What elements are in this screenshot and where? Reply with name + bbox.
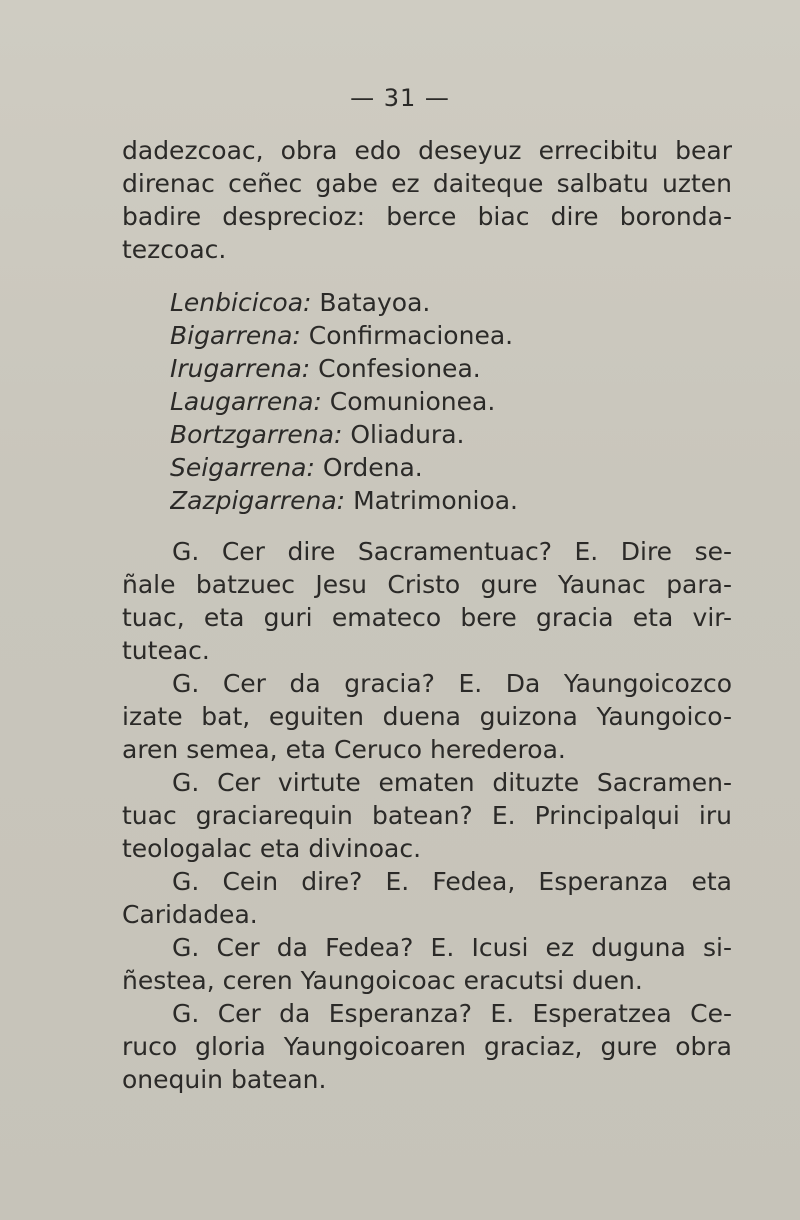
sacrament-ordinal: Bigarrena: [170, 321, 301, 350]
question-line: G. Cer da gracia? E. Da Yaungoicozco [172, 669, 732, 698]
sacrament-item [170, 484, 670, 517]
text-line: ruco gloria Yaungoicoaren graciaz, gure obra [122, 1032, 732, 1061]
text-line: dadezcoac, obra edo deseyuz errecibitu bear [122, 136, 732, 165]
sacrament-item [170, 451, 670, 484]
sacrament-name: Ordena. [322, 453, 423, 482]
intro-paragraph [122, 134, 732, 266]
sacrament-ordinal: Bortzgarrena: [170, 420, 343, 449]
sacrament-name: Confirmacionea. [308, 321, 514, 350]
question-line: G. Cer dire Sacramentuac? E. Dire se- [172, 537, 732, 566]
sacrament-name: Confesionea. [318, 354, 481, 383]
page-number: — 31 — [350, 84, 450, 112]
sacrament-name: Batayoa. [319, 288, 431, 317]
text-line: teologalac eta divinoac. [122, 834, 422, 863]
question-line: G. Cer da Esperanza? E. Esperatzea Ce- [172, 999, 732, 1028]
question-line: G. Cein dire? E. Fedea, Esperanza eta [172, 867, 732, 896]
sacrament-name: Oliadura. [350, 420, 465, 449]
sacrament-ordinal: Lenbicicoa: [170, 288, 312, 317]
text-line: badire desprecioz: berce biac dire boronda- [122, 202, 732, 231]
sacrament-item [170, 286, 670, 319]
question-line: G. Cer virtute ematen dituzte Sacramen- [172, 768, 732, 797]
sacrament-ordinal: Zazpigarrena: [170, 486, 346, 515]
sacrament-ordinal: Irugarrena: [170, 354, 311, 383]
text-line: ñale batzuec Jesu Cristo gure Yaunac para- [122, 570, 732, 599]
text-line: aren semea, eta Ceruco herederoa. [122, 735, 566, 764]
question-line: G. Cer da Fedea? E. Icusi ez duguna si- [172, 933, 732, 962]
sacrament-ordinal: Seigarrena: [170, 453, 315, 482]
sacrament-item [170, 319, 670, 352]
sacrament-ordinal: Laugarrena: [170, 387, 322, 416]
text-line: tuac, eta guri emateco bere gracia eta vir- [122, 603, 732, 632]
text-line: izate bat, eguiten duena guizona Yaungoico- [122, 702, 732, 731]
text-line: tezcoac. [122, 235, 227, 264]
text-line: Caridadea. [122, 900, 258, 929]
sacrament-item [170, 352, 670, 385]
sacrament-name: Matrimonioa. [353, 486, 518, 515]
text-line: onequin batean. [122, 1065, 327, 1094]
text-line: tuteac. [122, 636, 210, 665]
text-line: ñestea, ceren Yaungoicoac eracutsi duen. [122, 966, 643, 995]
text-line: direnac ceñec gabe ez daiteque salbatu uzten [122, 169, 732, 198]
sacrament-item [170, 418, 670, 451]
sacraments-list [170, 286, 670, 517]
text-line: tuac graciarequin batean? E. Principalqui iru [122, 801, 732, 830]
sacrament-name: Comunionea. [329, 387, 496, 416]
catechism-qa [122, 535, 732, 1096]
sacrament-item [170, 385, 670, 418]
